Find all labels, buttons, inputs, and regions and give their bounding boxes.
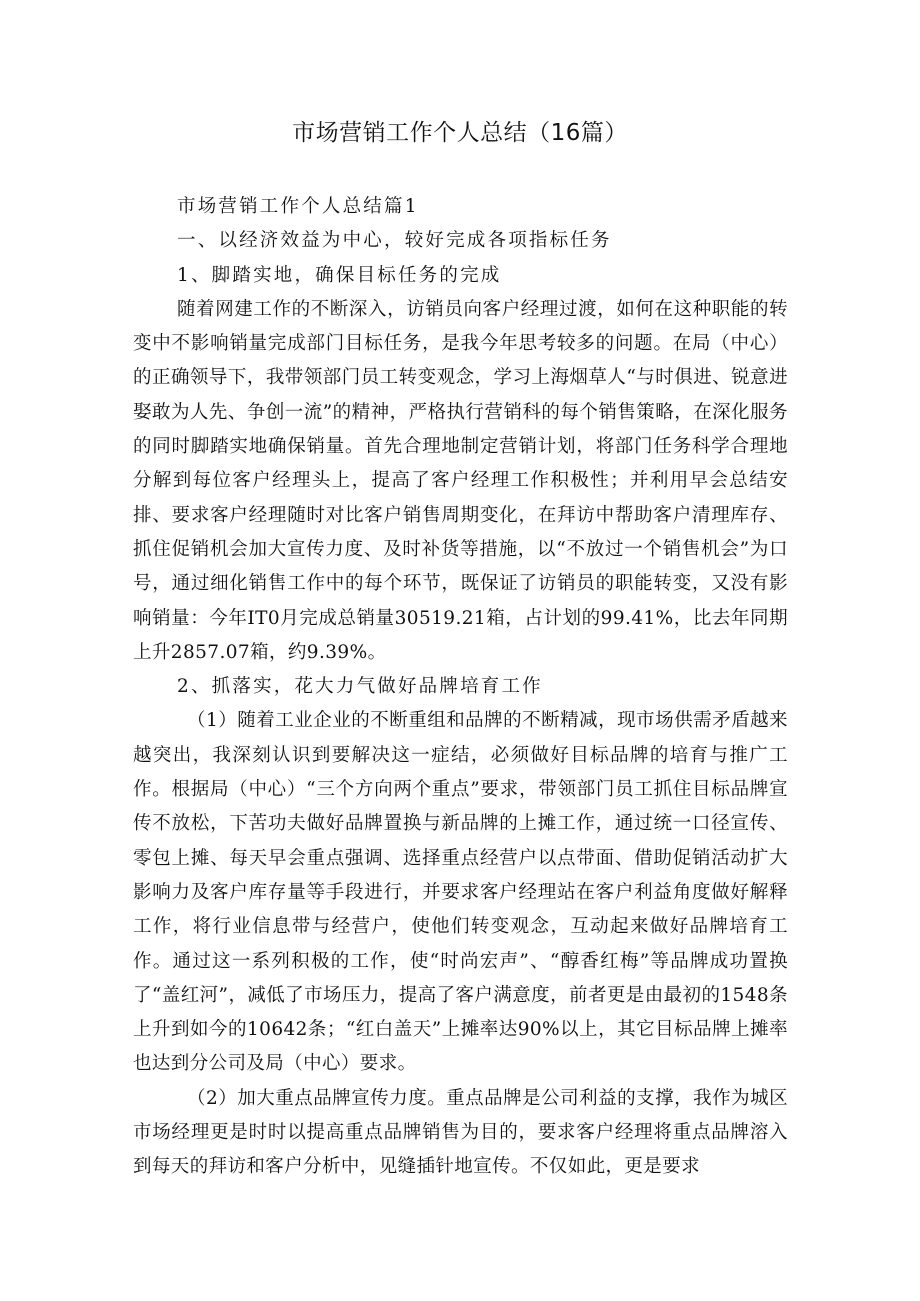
paragraph-3: （2）加大重点品牌宣传力度。重点品牌是公司利益的支撑，我作为城区市场经理更是时时以提高重点品牌销售为目的，要求客户经理将重点品牌溶入到每天的拜访和客户分析中，见缝插针地宣传。不仅如此，更是要求 [133,1087,788,1178]
paragraph-2: （1）随着工业企业的不断重组和品牌的不断精减，现市场供需矛盾越来越突出，我深刻认识到要解决这一症结，必须做好目标品牌的培育与推广工作。根据局（中心）“三个方向两个重点”要求，带领部门员工抓住目标品牌宣传不放松，下苦功夫做好品牌置换与新品牌的上摊工作，通过统一口径宣传、零包上摊、每天早会重点强调、选择重点经营户以点带面、借助促销活动扩大影响力及客户库存量等手段进行，并要求客户经理站在客户利益角度做好解释工作，将行业信息带与经营户，使他们转变观念，互动起来做好品牌培育工作。通过这一系列积极的工作，使“时尚宏声”、“醇香红梅”等品牌成功置换了“盖红河”，减低了市场压力，提高了客户满意度，前者更是由最初的1548条上升到如今的10642条；“红白盖天”上摊率达90%以上，其它目标品牌上摊率也达到分公司及局（中心）要求。 [133,710,788,1075]
subheading-1: 1、脚踏实地，确保目标任务的完成 [177,264,502,286]
document-title: 市场营销工作个人总结（16篇） [292,120,628,146]
heading-1: 一、以经济效益为中心，较好完成各项指标任务 [177,230,612,252]
document-body [133,190,788,1185]
paragraph-1: 随着网建工作的不断深入，访销员向客户经理过渡，如何在这种职能的转变中不影响销量完成部门目标任务，是我今年思考较多的问题。在局（中心）的正确领导下，我带领部门员工转变观念，学习上海烟草人“与时俱进、锐意进娶敢为人先、争创一流”的精神，严格执行营销科的每个销售策略，在深化服务的同时脚踏实地确保销量。首先合理地制定营销计划，将部门任务科学合理地分解到每位客户经理头上，提高了客户经理工作积极性；并利用早会总结安排、要求客户经理随时对比客户销售周期变化，在拜访中帮助客户清理库存、抓住促销机会加大宣传力度、及时补货等措施，以“不放过一个销售机会”为口号，通过细化销售工作中的每个环节，既保证了访销员的职能转变，又没有影响销量：今年IT0月完成总销量30519.21箱，占计划的99.41%，比去年同期上升2857.07箱，约9.39%。 [133,298,788,663]
section-title: 市场营销工作个人总结篇1 [177,196,419,217]
subheading-2: 2、抓落实，花大力气做好品牌培育工作 [177,676,543,698]
